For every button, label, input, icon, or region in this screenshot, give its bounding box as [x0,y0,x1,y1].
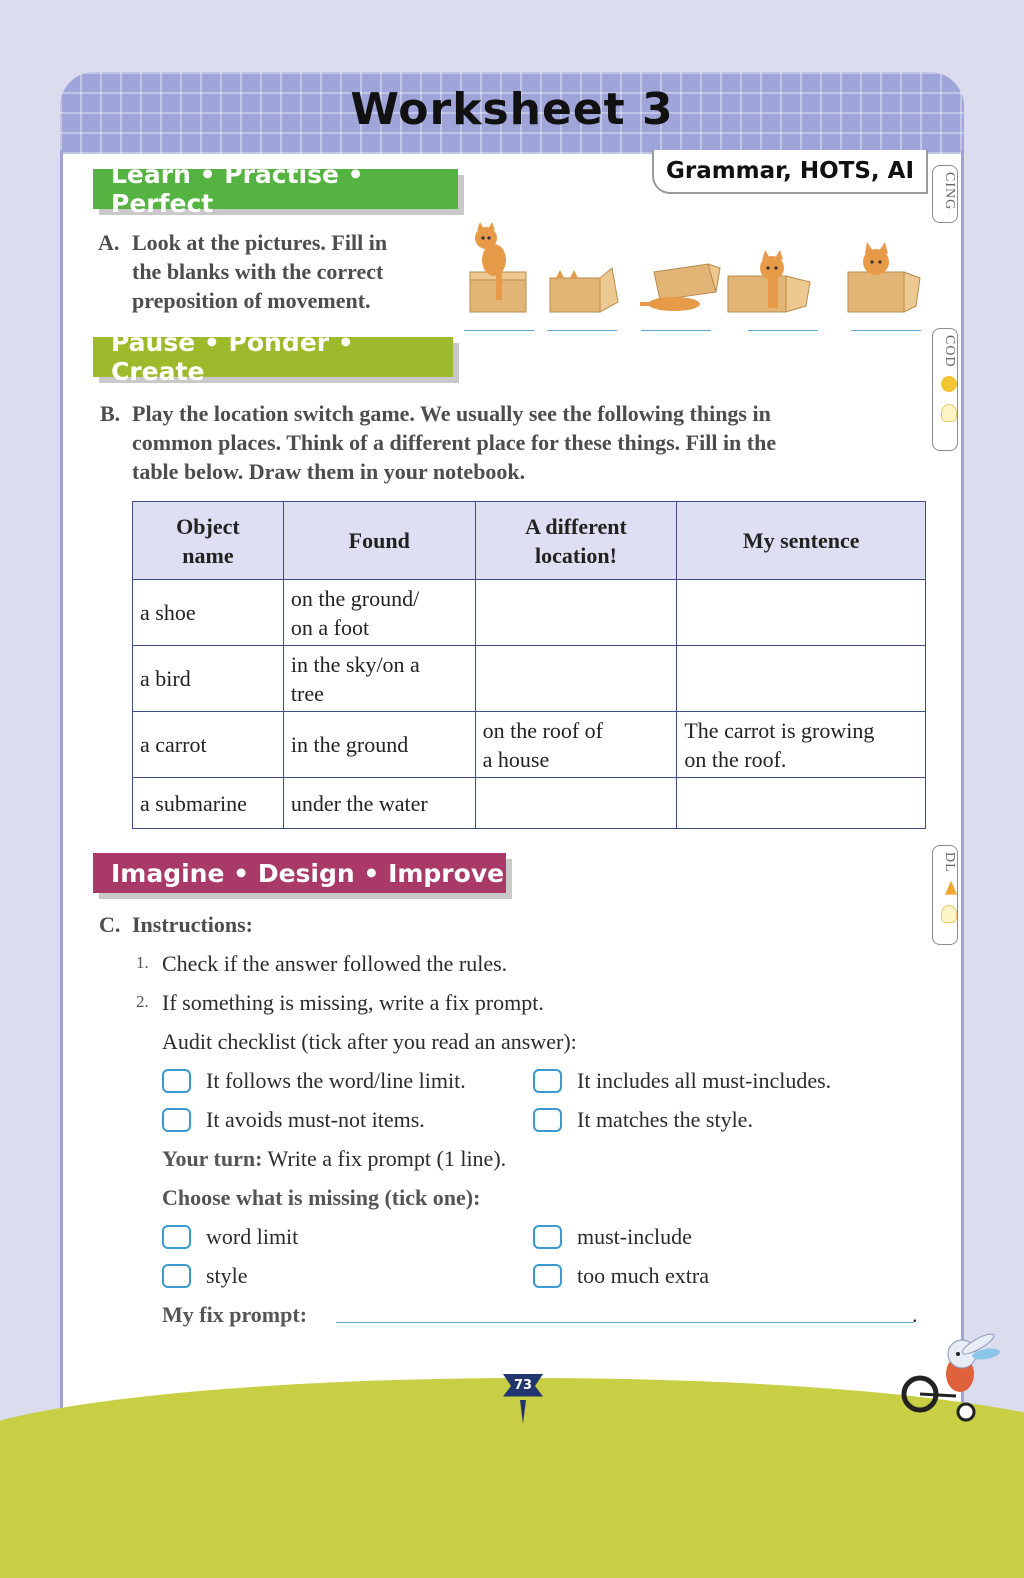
step-text: Check if the answer followed the rules. [162,951,508,976]
table-cell [133,712,284,778]
audit-checkbox-word-limit[interactable] [162,1069,191,1093]
header-text: location! [535,542,617,568]
page-title: Worksheet 3 [350,84,674,135]
footer-ground [0,1378,1024,1578]
instructions-heading: Instructions: [132,912,254,937]
fix-prompt-answer-line[interactable] [336,1322,914,1323]
audit-checkbox-must-not[interactable] [162,1108,191,1132]
cat-out-of-box-picture [848,242,920,312]
question-b-line-1: Play the location switch game. We usually see the following things in [132,401,771,426]
fix-prompt-end: . [912,1302,918,1327]
table-row [133,712,926,778]
table-row [133,646,926,712]
table-cell-writable[interactable] [677,646,926,712]
question-c-label: C. [99,912,121,937]
step-text: If something is missing, write a fix prompt. [162,990,544,1015]
header-my-sentence [677,502,926,580]
cell-text: on a foot [290,614,370,640]
question-b-label: B. [100,401,121,426]
cell-text: under the water [290,790,428,816]
table-cell-writable[interactable] [475,646,677,712]
header-found [283,502,475,580]
header-text: Object [176,513,240,539]
your-turn-text: Write a fix prompt (1 line). [262,1146,507,1171]
answer-blank-4[interactable] [748,330,818,331]
table-cell [475,712,677,778]
cat-under-box-picture [640,264,720,311]
side-tab-dl [932,845,958,945]
table-cell [283,580,475,646]
step-number: 1. [136,953,149,972]
table-row [133,580,926,646]
audit-item-label: It includes all must-includes. [577,1068,832,1093]
bulb-icon [941,905,957,923]
header-text: My sentence [742,528,860,553]
cell-text: a house [482,746,550,772]
table-cell [283,712,475,778]
page-number: 73 [513,1378,533,1393]
cell-text: on the ground/ [290,585,420,611]
cell-text: on the roof of [482,717,603,743]
banner-learn-practise-perfect: Learn • Practise • Perfect [93,169,458,209]
answer-blank-2[interactable] [547,330,617,331]
question-a-label: A. [98,230,120,255]
choice-checkbox-style[interactable] [162,1264,191,1288]
question-b-line-2: common places. Think of a different place for these things. Fill in the [132,430,777,455]
cell-text: The carrot is growing [684,717,875,743]
table-cell-writable[interactable] [475,778,677,829]
side-tab-label: COD [942,335,957,368]
choose-missing-title: Choose what is missing (tick one): [162,1185,481,1210]
answer-blank-3[interactable] [641,330,711,331]
choice-label: must-include [577,1224,692,1249]
choice-label: word limit [206,1224,299,1249]
header-text: A different [525,513,627,539]
side-tab-cing [932,165,958,223]
choice-checkbox-word-limit[interactable] [162,1225,191,1249]
answer-blank-1[interactable] [464,330,534,331]
header-text: Found [348,528,410,553]
card-right-border [961,150,964,1450]
cat-and-box-pictures [462,220,932,320]
subject-badge: Grammar, HOTS, AI [652,150,928,194]
table-cell [133,646,284,712]
your-turn-line [162,1144,506,1173]
audit-item-label: It avoids must-not items. [206,1107,425,1132]
audit-item-label: It follows the word/line limit. [206,1068,466,1093]
side-tab-cod [932,328,958,451]
cell-text: on the roof. [684,746,787,772]
choice-checkbox-must-include[interactable] [533,1225,562,1249]
rocket-icon [945,881,957,895]
cell-text: tree [290,680,324,706]
emoji-icon [941,376,957,392]
table-header-row [133,502,926,580]
cat-on-box-picture [470,222,526,312]
location-switch-table [132,501,926,829]
table-cell-writable[interactable] [475,580,677,646]
cell-text: in the ground [290,732,409,757]
audit-checkbox-must-includes[interactable] [533,1069,562,1093]
audit-item-label: It matches the style. [577,1107,753,1132]
cell-text: a bird [140,666,191,691]
cell-text: a shoe [140,600,196,625]
table-row [133,778,926,829]
table-cell [133,778,284,829]
header-object-name [133,502,284,580]
table-cell [677,712,926,778]
your-turn-label: Your turn: [162,1146,263,1171]
rabbit-on-bike-mascot [896,1330,1006,1430]
header-text: name [182,542,234,568]
cell-text: a submarine [140,790,247,816]
table-cell [283,646,475,712]
audit-checklist-title: Audit checklist (tick after you read an answer): [162,1029,577,1054]
banner-imagine-design-improve: Imagine • Design • Improve [93,853,506,893]
cat-in-box-picture [728,250,810,312]
table-cell-writable[interactable] [677,778,926,829]
question-a-line-2: the blanks with the correct [132,259,384,284]
choice-label: style [206,1263,248,1288]
table-cell [283,778,475,829]
cell-text: a carrot [140,732,207,757]
bulb-icon [941,404,957,422]
choice-label: too much extra [577,1263,709,1288]
question-a-line-1: Look at the pictures. Fill in [132,230,388,255]
audit-checkbox-style[interactable] [533,1108,562,1132]
question-b-line-3: table below. Draw them in your notebook. [132,459,526,484]
side-tab-label: CING [942,172,957,211]
cell-text: in the sky/on a [290,651,420,677]
answer-blank-5[interactable] [851,330,921,331]
question-a-line-3: preposition of movement. [132,288,371,313]
card-left-border [60,150,63,1450]
table-cell [133,580,284,646]
choice-checkbox-too-much-extra[interactable] [533,1264,562,1288]
cat-into-box-picture [550,268,618,312]
fix-prompt-label: My fix prompt: [162,1302,308,1327]
table-cell-writable[interactable] [677,580,926,646]
step-number: 2. [136,992,149,1011]
banner-pause-ponder-create: Pause • Ponder • Create [93,337,453,377]
side-tab-label: DL [942,852,957,873]
header-different-location [475,502,677,580]
